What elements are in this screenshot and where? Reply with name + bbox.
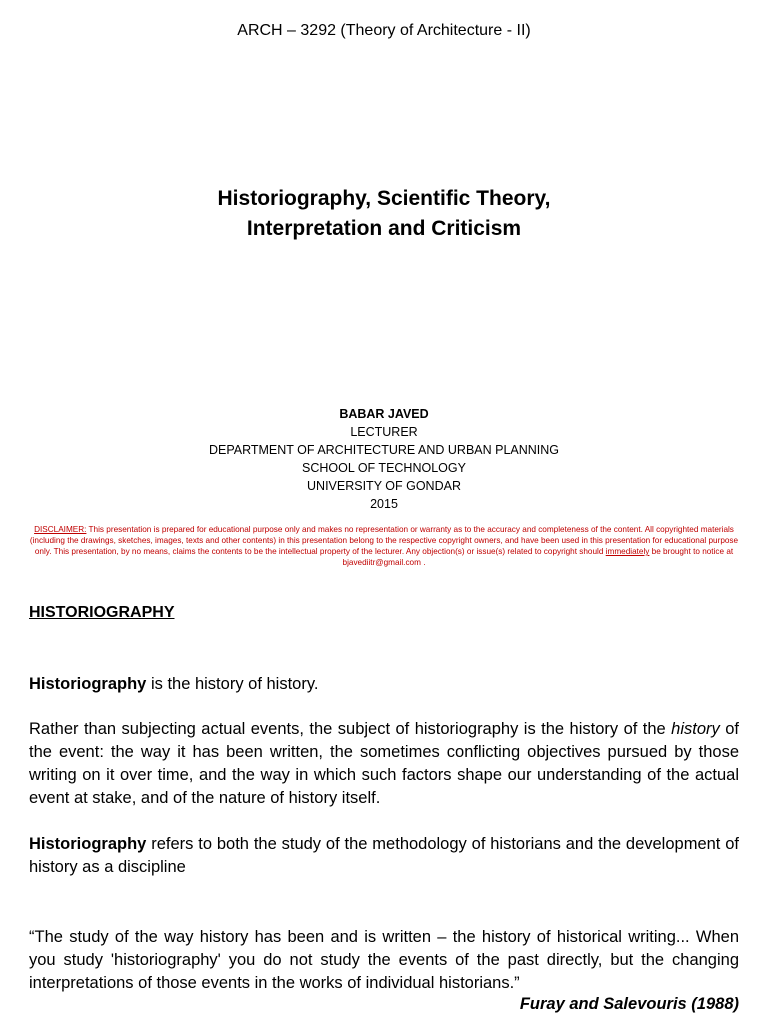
disclaimer-text-1: This presentation is prepared for educational purpose only and makes no representation or warranty as to the accuracy and completeness of the content. All copyrighted materials (including the drawings, sketches, images, texts and other contents) in this presentation belong to the respective copyright owners, and have been used in this presentation for educational purpose only. This presentation, by no means, claims the contents to be the intellectual property of the lecturer. Any objection(s) or issue(s) related to copyright should — [29, 525, 739, 556]
author-university: UNIVERSITY OF GONDAR — [307, 479, 461, 493]
disclaimer-underlined: immediately — [605, 547, 650, 556]
author-name: BABAR JAVED — [339, 407, 429, 421]
quote-citation: Furay and Salevouris (1988) — [519, 995, 739, 1013]
paragraph-text: is the history of history. — [146, 675, 319, 693]
disclaimer-label: DISCLAIMER: — [34, 525, 87, 534]
title-line-2: Interpretation and Criticism — [246, 217, 522, 240]
paragraph-text: refers to both the study of the methodology of historians and the development of history as a discipline — [29, 835, 739, 876]
author-year: 2015 — [370, 497, 398, 511]
paragraph-text: Rather than subjecting actual events, the subject of historiography is the history of the — [29, 720, 672, 738]
author-position: LECTURER — [350, 425, 418, 439]
paragraph-definition — [29, 673, 739, 696]
author-block — [0, 405, 768, 513]
paragraph-refers — [29, 833, 739, 879]
section-heading: HISTORIOGRAPHY — [29, 604, 175, 621]
term-bold: Historiography — [29, 835, 147, 853]
paragraph-explanation — [29, 718, 739, 810]
title-line-1: Historiography, Scientific Theory, — [217, 187, 551, 210]
paragraph-text: of the event: the way it has been written, the sometimes conflicting objectives pursued by those writing on it over time, and the way in which such factors shape our understanding of the actual event at stake, and of the nature of history itself. — [29, 720, 739, 807]
italic-term: history — [671, 720, 720, 738]
document-title — [0, 184, 768, 244]
quote-paragraph: “The study of the way history has been and is written – the history of historical writing... When you study 'historiography' you do not study the events of the past directly, but the changing interpretations of those events in the works of individual historians.” — [29, 928, 739, 992]
disclaimer-text-2: be brought to notice at bjavediitr@gmail.com . — [342, 547, 734, 567]
author-department: DEPARTMENT OF ARCHITECTURE AND URBAN PLANNING — [208, 443, 560, 457]
course-code: ARCH – 3292 (Theory of Architecture - II) — [237, 22, 531, 39]
disclaimer — [26, 524, 742, 568]
term-bold: Historiography — [29, 675, 147, 693]
author-school: SCHOOL OF TECHNOLOGY — [302, 461, 466, 475]
